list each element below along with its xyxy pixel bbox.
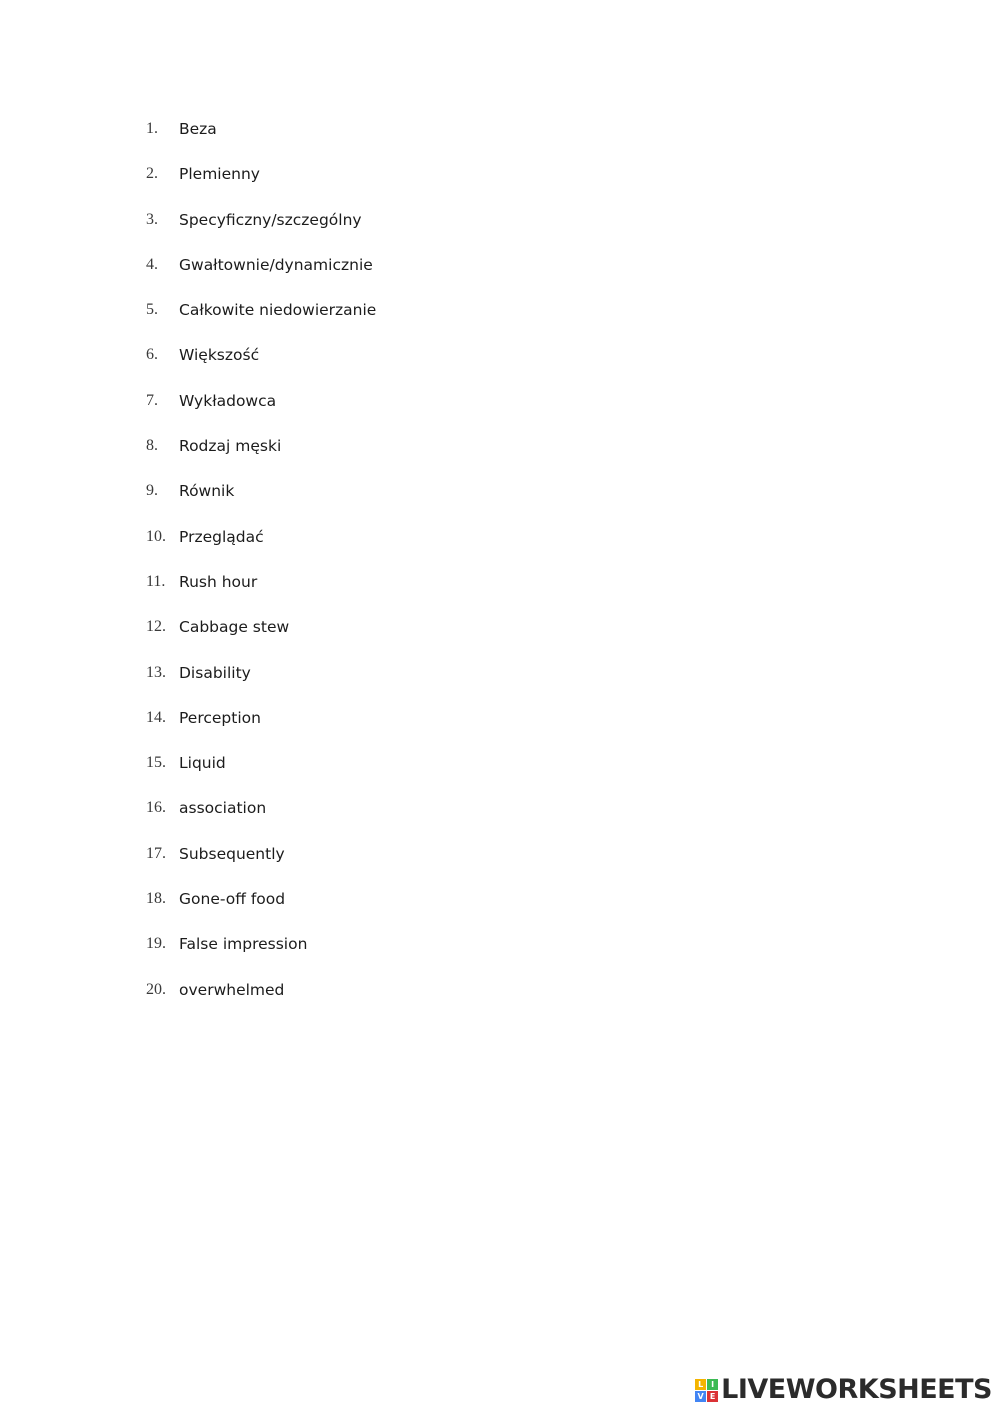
logo-letter-v: V bbox=[695, 1391, 706, 1402]
item-text: Rodzaj męski bbox=[179, 437, 282, 456]
item-text: Równik bbox=[179, 482, 235, 501]
item-number: 4. bbox=[146, 255, 158, 273]
item-text: Cabbage stew bbox=[179, 618, 290, 637]
list-item bbox=[146, 661, 376, 706]
item-text: Większość bbox=[179, 346, 260, 365]
item-number: 17. bbox=[146, 844, 166, 862]
item-number: 15. bbox=[146, 754, 166, 772]
item-text: Gone-off food bbox=[179, 890, 286, 909]
item-text: Plemienny bbox=[179, 165, 260, 184]
list-item bbox=[146, 932, 376, 977]
list-item bbox=[146, 389, 376, 434]
item-text: Gwałtownie/dynamicznie bbox=[179, 255, 373, 274]
item-text: Liquid bbox=[179, 754, 226, 773]
list-item bbox=[146, 117, 376, 162]
list-item bbox=[146, 525, 376, 570]
item-number: 9. bbox=[146, 482, 158, 500]
list-item bbox=[146, 208, 376, 253]
logo-letter-e: E bbox=[707, 1391, 718, 1402]
item-number: 18. bbox=[146, 890, 166, 908]
item-number: 19. bbox=[146, 935, 166, 953]
item-number: 5. bbox=[146, 301, 158, 319]
item-number: 6. bbox=[146, 346, 158, 364]
list-item bbox=[146, 887, 376, 932]
item-number: 3. bbox=[146, 210, 158, 228]
list-item bbox=[146, 253, 376, 298]
item-text: Beza bbox=[179, 120, 217, 138]
item-text: Całkowite niedowierzanie bbox=[179, 301, 377, 320]
list-item bbox=[146, 298, 376, 343]
item-number: 12. bbox=[146, 618, 166, 636]
item-number: 13. bbox=[146, 663, 166, 681]
logo-letter-l: L bbox=[695, 1379, 706, 1390]
item-number: 16. bbox=[146, 799, 166, 817]
list-item bbox=[146, 434, 376, 479]
item-number: 10. bbox=[146, 527, 166, 545]
list-item bbox=[146, 796, 376, 841]
list-item bbox=[146, 570, 376, 615]
item-text: Specyficzny/szczególny bbox=[179, 210, 362, 229]
item-number: 1. bbox=[146, 120, 158, 137]
liveworksheets-brand[interactable] bbox=[695, 1373, 992, 1407]
vocabulary-list bbox=[146, 117, 376, 1023]
item-text: Przeglądać bbox=[179, 527, 264, 546]
brand-name: LIVEWORKSHEETS bbox=[721, 1374, 992, 1405]
item-number: 2. bbox=[146, 165, 158, 183]
item-text: overwhelmed bbox=[179, 980, 285, 999]
item-text: Rush hour bbox=[179, 572, 258, 591]
list-item bbox=[146, 706, 376, 751]
item-text: Subsequently bbox=[179, 844, 285, 863]
list-item bbox=[146, 162, 376, 207]
item-text: association bbox=[179, 799, 267, 818]
item-number: 8. bbox=[146, 437, 158, 455]
list-item bbox=[146, 751, 376, 796]
list-item bbox=[146, 615, 376, 660]
list-item bbox=[146, 978, 376, 1023]
item-text: Perception bbox=[179, 708, 261, 727]
liveworksheets-logo-icon bbox=[695, 1379, 718, 1402]
list-item bbox=[146, 343, 376, 388]
item-text: Disability bbox=[179, 663, 251, 682]
item-text: False impression bbox=[179, 935, 308, 954]
list-item bbox=[146, 479, 376, 524]
item-number: 11. bbox=[146, 572, 166, 590]
list-item bbox=[146, 842, 376, 887]
item-number: 7. bbox=[146, 391, 158, 409]
item-text: Wykładowca bbox=[179, 391, 277, 410]
item-number: 20. bbox=[146, 980, 166, 998]
logo-letter-i: I bbox=[707, 1379, 718, 1390]
item-number: 14. bbox=[146, 708, 166, 726]
